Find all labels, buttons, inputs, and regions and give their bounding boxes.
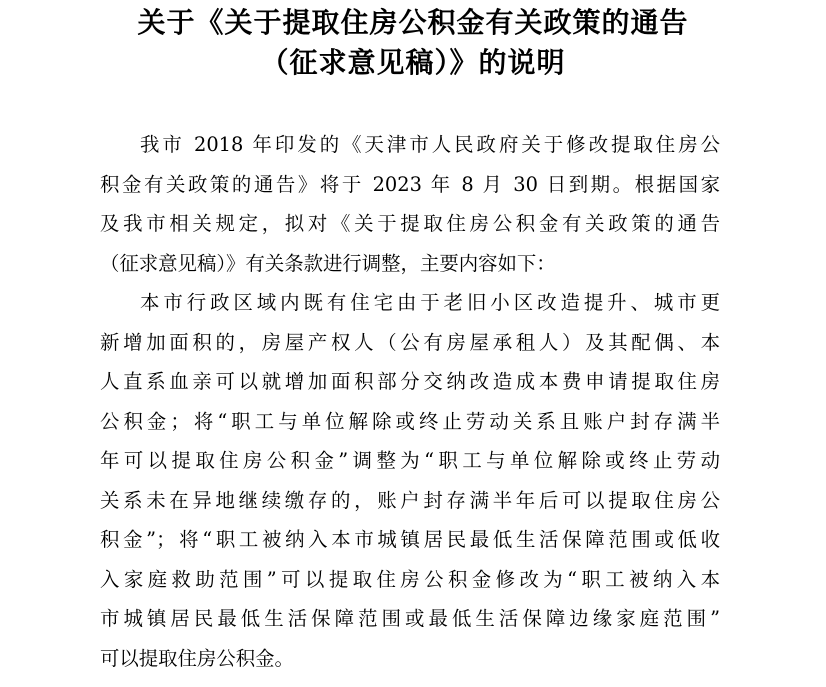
paragraph-line: 我市 2018 年印发的《天津市人民政府关于修改提取住房公	[140, 133, 720, 156]
paragraph-line: 及我市相关规定，拟对《关于提取住房公积金有关政策的通告	[100, 212, 720, 235]
paragraph-line: 入家庭救助范围”可以提取住房公积金修改为“职工被纳入本	[100, 568, 720, 591]
paragraph-line: 积金有关政策的通告》将于 2023 年 8 月 30 日到期。根据国家	[100, 173, 720, 196]
document-title-line-2: （征求意见稿）》的说明	[260, 46, 566, 79]
paragraph-line: （征求意见稿）》有关条款进行调整，主要内容如下：	[100, 252, 556, 275]
paragraph-line: 市城镇居民最低生活保障范围或最低生活保障边缘家庭范围”	[100, 607, 720, 630]
paragraph-line: 年可以提取住房公积金”调整为“职工与单位解除或终止劳动	[100, 449, 720, 472]
document-title-line-1: 关于《关于提取住房公积金有关政策的通告	[137, 6, 689, 39]
paragraph-line: 关系未在异地继续缴存的，账户封存满半年后可以提取住房公	[100, 489, 720, 512]
paragraph-line: 新增加面积的，房屋产权人（公有房屋承租人）及其配偶、本	[100, 331, 720, 354]
paragraph-line: 人直系血亲可以就增加面积部分交纳改造成本费申请提取住房	[100, 370, 720, 393]
paragraph-line: 公积金；将“职工与单位解除或终止劳动关系且账户封存满半	[100, 410, 720, 433]
paragraph-line: 积金”；将“职工被纳入本市城镇居民最低生活保障范围或低收	[100, 528, 720, 551]
paragraph-line: 本市行政区域内既有住宅由于老旧小区改造提升、城市更	[140, 291, 720, 314]
paragraph-line: 可以提取住房公积金。	[100, 647, 294, 670]
